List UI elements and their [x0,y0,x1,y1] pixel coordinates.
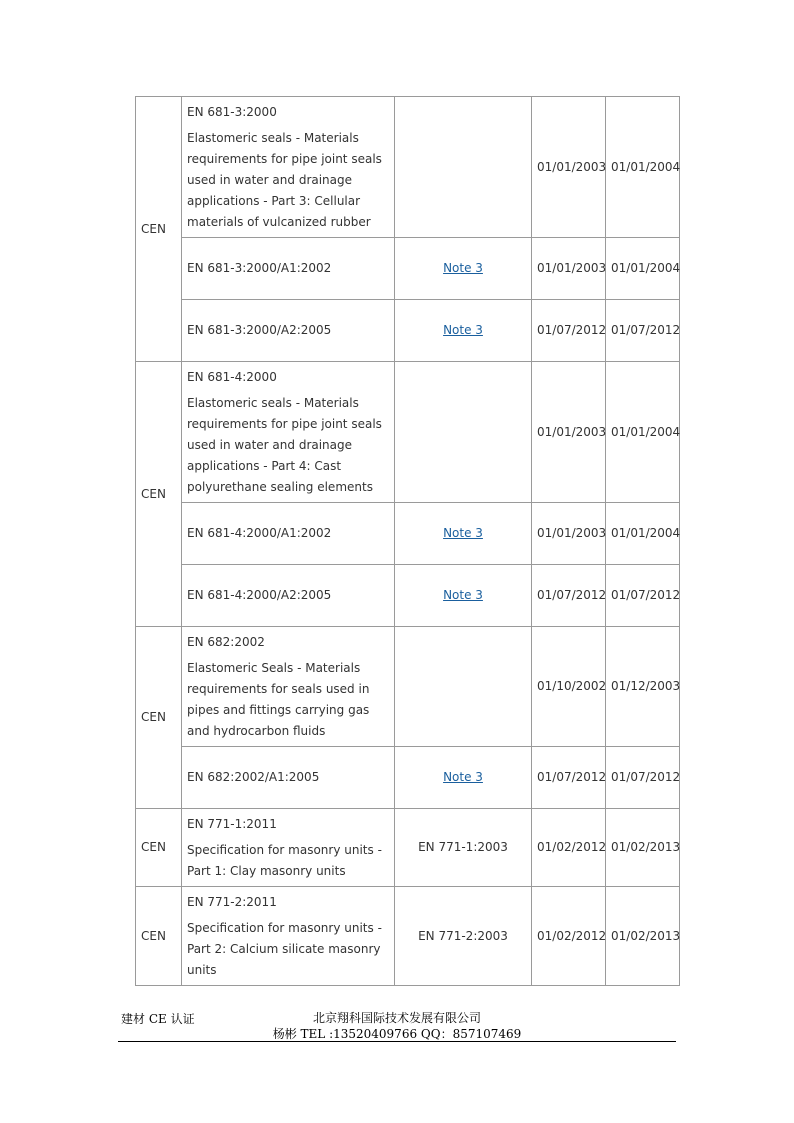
standard-code: EN 681-4:2000/A2:2005 [182,565,395,627]
date-end-coexistence: 01/02/2013 [606,887,680,986]
standard-code: EN 681-3:2000 [187,104,277,119]
standard-code: EN 682:2002 [187,634,265,649]
org-cell: CEN [136,627,182,809]
org-cell: CEN [136,362,182,627]
date-cessation: 01/01/2003 [532,97,606,238]
date-end-coexistence: 01/01/2004 [606,503,680,565]
standard-title: Elastomeric Seals - Materials requirements for seals used in pipes and fittings carrying gas and hydrocarbon fluids [187,660,370,738]
note-link[interactable]: Note 3 [443,526,483,540]
standard-code: EN 681-3:2000/A1:2002 [182,238,395,300]
superseded-cell: EN 771-1:2003 [395,809,532,887]
date-cessation: 01/01/2003 [532,362,606,503]
standards-table [135,96,680,986]
table-row [136,503,680,565]
superseded-cell [395,627,532,747]
note-link[interactable]: Note 3 [443,588,483,602]
date-end-coexistence: 01/01/2004 [606,97,680,238]
standard-code: EN 771-1:2011 [187,816,277,831]
date-end-coexistence: 01/07/2012 [606,747,680,809]
standard-title: Specification for masonry units - Part 1: Clay masonry units [187,842,382,878]
note-link[interactable]: Note 3 [443,770,483,784]
standard-cell [182,362,395,503]
company-name: 北京翔科国际技术发展有限公司 [312,1011,481,1025]
contact-info: 杨彬 TEL :13520409766 QQ：857107469 [272,1027,522,1041]
standard-cell [182,887,395,986]
superseded-cell [395,300,532,362]
superseded-cell [395,747,532,809]
date-end-coexistence: 01/01/2004 [606,238,680,300]
note-link[interactable]: Note 3 [443,323,483,337]
note-link[interactable]: Note 3 [443,261,483,275]
standard-code: EN 771-2:2011 [187,894,277,909]
date-cessation: 01/07/2012 [532,300,606,362]
standard-cell [182,627,395,747]
date-end-coexistence: 01/07/2012 [606,300,680,362]
table-row [136,809,680,887]
standard-title: Specification for masonry units - Part 2: Calcium silicate masonry units [187,920,382,977]
table-row [136,887,680,986]
footer-contact-block [230,1010,564,1042]
standard-cell [182,97,395,238]
superseded-cell [395,565,532,627]
date-cessation: 01/01/2003 [532,503,606,565]
table-row [136,97,680,238]
standard-cell [182,809,395,887]
table-row [136,565,680,627]
standard-title: Elastomeric seals - Materials requirements for pipe joint seals used in water and drainage applications - Part 4: Cast polyurethane sealing elements [187,395,382,494]
superseded-cell [395,97,532,238]
date-end-coexistence: 01/01/2004 [606,362,680,503]
date-cessation: 01/01/2003 [532,238,606,300]
table-row [136,627,680,747]
date-cessation: 01/07/2012 [532,565,606,627]
date-cessation: 01/07/2012 [532,747,606,809]
date-end-coexistence: 01/12/2003 [606,627,680,747]
table-row [136,747,680,809]
standard-title: Elastomeric seals - Materials requirements for pipe joint seals used in water and drainage applications - Part 3: Cellular materials of vulcanized rubber [187,130,382,229]
table-row [136,300,680,362]
date-cessation: 01/02/2012 [532,809,606,887]
date-end-coexistence: 01/07/2012 [606,565,680,627]
footer-label: 建材 CE 认证 [121,1012,195,1026]
table-row [136,362,680,503]
org-cell: CEN [136,809,182,887]
superseded-cell [395,238,532,300]
footer-divider [118,1041,676,1042]
standard-code: EN 682:2002/A1:2005 [182,747,395,809]
standard-code: EN 681-4:2000/A1:2002 [182,503,395,565]
org-cell: CEN [136,887,182,986]
superseded-cell [395,362,532,503]
org-cell: CEN [136,97,182,362]
superseded-cell: EN 771-2:2003 [395,887,532,986]
date-end-coexistence: 01/02/2013 [606,809,680,887]
date-cessation: 01/02/2012 [532,887,606,986]
standard-code: EN 681-3:2000/A2:2005 [182,300,395,362]
date-cessation: 01/10/2002 [532,627,606,747]
standard-code: EN 681-4:2000 [187,369,277,384]
superseded-cell [395,503,532,565]
table-row [136,238,680,300]
